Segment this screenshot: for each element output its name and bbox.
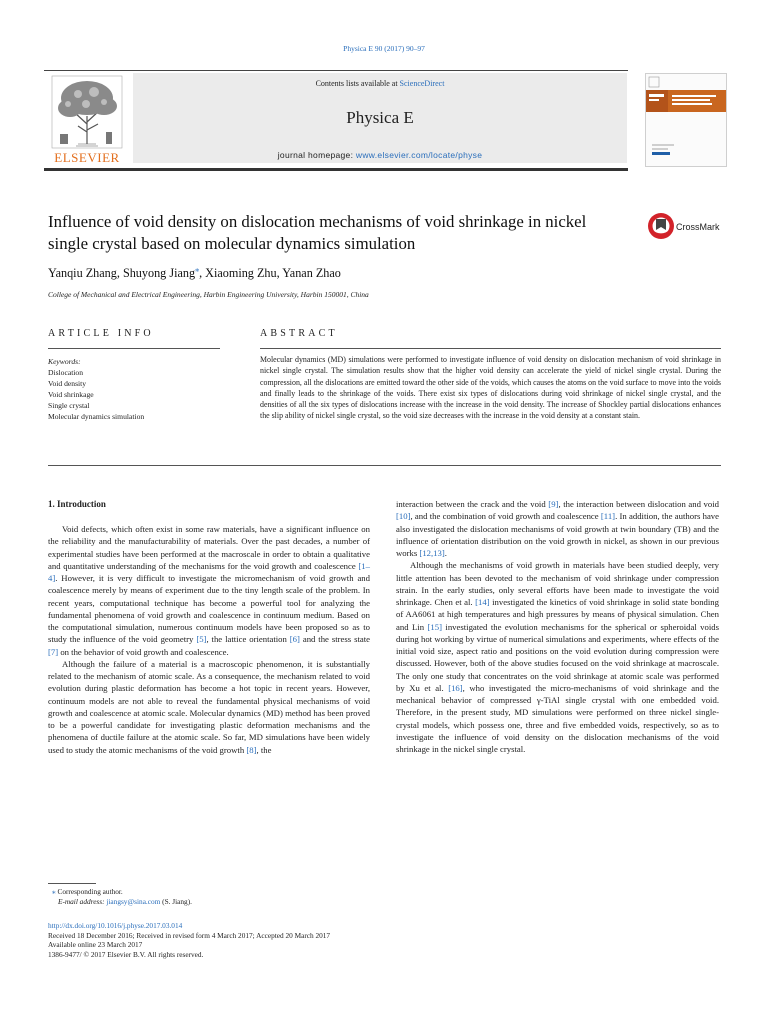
homepage-link[interactable]: www.elsevier.com/locate/physe (355, 150, 483, 160)
received-dates: Received 18 December 2016; Received in revised form 4 March 2017; Accepted 20 March 2017 (48, 930, 331, 940)
footnote-text: Corresponding author. (55, 887, 123, 896)
text-run: , the lattice orientation (206, 634, 290, 645)
journal-cover-thumbnail[interactable] (645, 73, 727, 167)
footnotes (52, 887, 192, 907)
text-run: , the (256, 744, 272, 755)
reference-link[interactable]: [11] (600, 511, 616, 522)
reference-link[interactable]: [10] (396, 511, 411, 522)
text-run: , who investigated the micro-mechanisms of void shrinkage and the mechanical behavior of compressed γ-TiAl single crystal with one embedded void. Therefore, in the present study, MD simulations were performed on three nickel single-crystal models, which possess one, three and five embedded voids, respectively, so as to investigate the influence of void density on the dislocation mechanisms of the void shrinkage in the nickel single crystal. (396, 682, 719, 754)
journal-name: Physica E (346, 108, 414, 127)
article-footer (48, 921, 330, 959)
article-title: Influence of void density on dislocation mechanisms of void shrinkage in nickel single crystal based on molecular dynamics simulation (48, 212, 587, 253)
text-run: . (444, 548, 447, 558)
reference-link[interactable]: [15] (427, 621, 442, 632)
introduction-heading: 1. Introduction (48, 499, 106, 509)
footnote-rule (48, 883, 96, 884)
paragraph (396, 498, 719, 559)
reference-link[interactable]: [7] (48, 646, 59, 657)
doi-link[interactable]: http://dx.doi.org/10.1016/j.physe.2017.03.014 (48, 921, 183, 930)
keyword-item: Dislocation (48, 368, 84, 377)
email-label: E-mail address: (58, 897, 107, 906)
paragraph (48, 658, 370, 756)
email-link[interactable]: jiangsy@sina.com (106, 897, 161, 906)
body-column-left (48, 523, 370, 756)
masthead-bottom-rule (44, 168, 628, 171)
corresponding-author-note (52, 887, 192, 897)
copyright: 1386-9477/ © 2017 Elsevier B.V. All rights reserved. (48, 949, 204, 959)
text-run: Although the mechanisms of void growth in materials have been studied deeply, very little attention has been devoted to the mechanism of void shrinkage under compression strain. In the early studies, only several efforts have been made to investigate the void shrinkage. Chen et al. (396, 560, 719, 607)
reference-link[interactable]: [6] (289, 634, 300, 645)
text-run: . In addition, the authors have also investigated the dislocation mechanisms of void growth at twin boundary (TB) and the influence of orientation distribution on the void growth in nickel, as shown in our previous works (396, 511, 720, 558)
corresponding-author-mark[interactable]: ⁎ (195, 265, 200, 274)
contents-line (133, 79, 627, 88)
reference-link[interactable]: [1–4] (48, 560, 370, 583)
keyword-item: Void shrinkage (48, 390, 94, 399)
author-name: Shuyong Jiang (122, 266, 196, 281)
email-note (52, 897, 192, 907)
keyword-item: Molecular dynamics simulation (48, 412, 145, 421)
affiliation: College of Mechanical and Electrical Engineering, Harbin Engineering University, Harbin 150001, China (48, 290, 369, 299)
text-run: . However, it is very difficult to investigate the micromechanism of void growth and coalescence merely by means of experiment due to the tiny length scale of the problem. In recent years, computational technique has become a powerful tool for analyzing the fundamental phenomena of void growth and coalescence in continuum medium. Based on the computational simulation, numerous continuum models have been proposed so as to study the influence of the void geometry (48, 573, 370, 645)
article-info-heading: ARTICLE INFO (48, 328, 154, 339)
online-date: Available online 23 March 2017 (48, 940, 143, 950)
paragraph (396, 559, 719, 755)
reference-link[interactable]: [14] (475, 597, 490, 607)
section-rule (48, 348, 220, 349)
contents-prefix: Contents lists available at (315, 79, 400, 88)
text-run: and the stress state (299, 634, 370, 645)
crossmark-label[interactable]: CrossMark (676, 222, 720, 232)
author-list (48, 265, 341, 281)
text-run: investigated the kinetics of void shrinkage in solid state bonding of AA6061 at high temperatures and high pressures by means of physical simulation. Chen and Lin (396, 597, 719, 632)
email-suffix: (S. Jiang). (160, 897, 192, 906)
abstract-heading: ABSTRACT (260, 328, 338, 339)
reference-link[interactable]: [8] (246, 744, 257, 755)
author-name: Yanqiu Zhang, (48, 266, 123, 281)
journal-homepage-line (133, 150, 627, 160)
text-run: Although the failure of a material is a macroscopic phenomenon, it is substantially related to the mechanism of atomic scale. As a consequence, the mechanism related to void evolution during plastic deformation has become a hot topic in recent years. However, continuum models are not able to reveal the fundamental physical mechanisms of void growth and coalescence at atomic scale. Molecular dynamics (MD) method has been proved to be a powerful candidate for investigating plastic deformation mechanisms and the phenomena of ductile failure at the atomic scale. So far, MD simulations have been widely used to study the atomic mechanisms of the void growth (48, 658, 370, 755)
journal-citation[interactable]: Physica E 90 (2017) 90–97 (343, 44, 425, 53)
body-column-right (396, 498, 719, 755)
elsevier-wordmark: ELSEVIER (54, 150, 120, 165)
crossmark-icon[interactable] (646, 210, 676, 242)
reference-link[interactable]: [9] (548, 499, 559, 509)
keywords-block (48, 356, 144, 422)
text-run: on the behavior of void growth and coalescence. (58, 646, 229, 657)
text-run: investigated the evolution mechanisms for the spherical or spheroidal voids during hot working by virtue of numerical simulations and experiments, where effects of the initial void size, aspect ratio and positions on the void evolution during compression were discussed. However, both of the above studies focused on the void shrinkage at macroscale. The only one study that concentrates on the void shrinkage at atomic scale was performed by Xu et al. (396, 621, 720, 693)
keyword-item: Single crystal (48, 401, 90, 410)
footnote-mark: ⁎ (52, 887, 56, 896)
reference-link[interactable]: [12,13] (419, 548, 445, 558)
keywords-label: Keywords: (48, 357, 81, 366)
author-names-rest: , Xiaoming Zhu, Yanan Zhao (199, 266, 341, 281)
section-rule (260, 348, 721, 349)
reference-link[interactable]: [16] (448, 682, 463, 693)
masthead-top-rule (44, 70, 628, 71)
sciencedirect-link[interactable]: ScienceDirect (399, 79, 445, 88)
paragraph (48, 523, 370, 658)
keyword-item: Void density (48, 379, 87, 388)
text-run: , and the combination of void growth and coalescence (410, 511, 601, 522)
text-run: , the interaction between dislocation and void (558, 499, 719, 509)
homepage-prefix: journal homepage: (277, 150, 356, 160)
abstract-bottom-rule (48, 465, 721, 466)
abstract-body: Molecular dynamics (MD) simulations were performed to investigate influence of void density on dislocation mechanism of void shrinkage in nickel single crystal. The simulation results show that the higher void density can accelerate the yield of nickel single crystal. During the compression, all the dislocations are emitted toward the other side of the voids, which causes the atoms on the void surface to move into the voids and finally leads to the shrinkage of the voids. There exist six types of dislocations during void shrinkage of nickel single crystal, and the densities of all the six types of dislocations increase with the increase in the void density. The increase of Shockley partial dislocations enhances the slip ability of nickel single crystal, so the void size decreases with the increase in the void density at a constant stain. (260, 355, 721, 421)
reference-link[interactable]: [5] (196, 634, 207, 645)
text-run: interaction between the crack and the void (396, 499, 549, 509)
text-run: Void defects, which often exist in some raw materials, have a significant influence on the reliability and the manufacturability of materials. Over the past decades, a number of experimental studies have been performed at the macroscale in order to obtain a qualitative and quantitative understanding of the mechanisms for the void growth and coalescence (48, 524, 370, 571)
